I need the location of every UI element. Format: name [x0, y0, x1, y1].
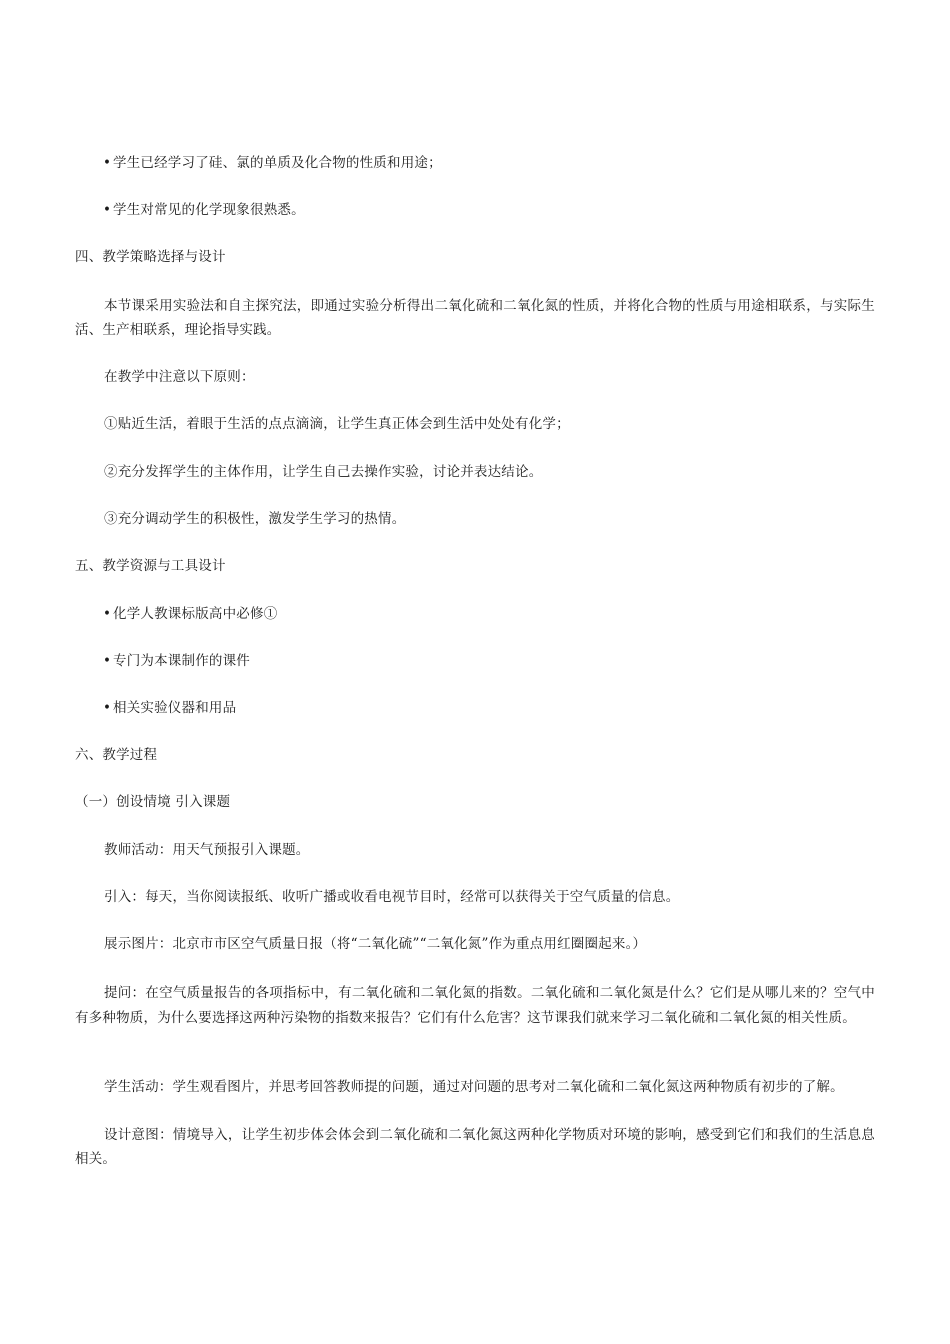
- bullet-text: 学生对常见的化学现象很熟悉。: [113, 202, 305, 218]
- paragraph-principles-intro: 在教学中注意以下原则：: [104, 369, 255, 385]
- bullet-item: [103, 650, 250, 672]
- bullet-item: [103, 152, 442, 174]
- bullet-item: [103, 603, 277, 625]
- bullet-item: [103, 199, 305, 221]
- paragraph-design-intent: 设计意图：情境导入，让学生初步体会体会到二氧化硫和二氧化氮这两种化学物质对环境的影响，感受到它们和我们的生活息息相关。: [75, 1127, 875, 1167]
- bullet-text: 专门为本课制作的课件: [113, 653, 250, 669]
- paragraph-strategy: 本节课采用实验法和自主探究法，即通过实验分析得出二氧化硫和二氧化氮的性质，并将化合物的性质与用途相联系，与实际生活、生产相联系，理论指导实践。: [75, 298, 875, 338]
- paragraph-student-activity: 学生活动：学生观看图片，并思考回答教师提的问题，通过对问题的思考对二氧化硫和二氧化氮这两种物质有初步的了解。: [104, 1079, 844, 1095]
- bullet-item: [103, 697, 236, 719]
- principle-1: ①贴近生活，着眼于生活的点点滴滴，让学生真正体会到生活中处处有化学；: [104, 416, 570, 432]
- bullet-text: 相关实验仪器和用品: [113, 700, 237, 716]
- bullet-text: 学生已经学习了硅、氯的单质及化合物的性质和用途；: [113, 155, 442, 171]
- section-heading-4: 四、教学策略选择与设计: [75, 249, 226, 265]
- paragraph-introduction: 引入：每天，当你阅读报纸、收听广播或收看电视节目时，经常可以获得关于空气质量的信息。: [104, 889, 680, 905]
- bullet-dot: •: [103, 606, 112, 622]
- principle-3: ③充分调动学生的积极性，激发学生学习的热情。: [104, 511, 406, 527]
- bullet-dot: •: [103, 155, 112, 171]
- paragraph-show-picture: 展示图片：北京市市区空气质量日报（将“二氧化硫”“二氧化氮”作为重点用红圈圈起来。）: [104, 936, 647, 952]
- section-heading-6: 六、教学过程: [75, 747, 158, 763]
- paragraph-teacher-activity: 教师活动：用天气预报引入课题。: [104, 842, 310, 858]
- bullet-text: 化学人教课标版高中必修①: [113, 606, 278, 622]
- section-heading-5: 五、教学资源与工具设计: [75, 558, 226, 574]
- bullet-dot: •: [103, 202, 112, 218]
- bullet-dot: •: [103, 653, 112, 669]
- paragraph-question: 提问：在空气质量报告的各项指标中，有二氧化硫和二氧化氮的指数。二氧化硫和二氧化氮是什么？它们是从哪儿来的？空气中有多种物质，为什么要选择这两种污染物的指数来报告？它们有什么危害？这节课我们就来学习二氧化硫和二氧化氮的相关性质。: [75, 985, 875, 1026]
- subsection-heading-1: （一）创设情境 引入课题: [75, 794, 231, 810]
- principle-2: ②充分发挥学生的主体作用，让学生自己去操作实验，讨论并表达结论。: [104, 464, 543, 480]
- bullet-dot: •: [103, 700, 112, 716]
